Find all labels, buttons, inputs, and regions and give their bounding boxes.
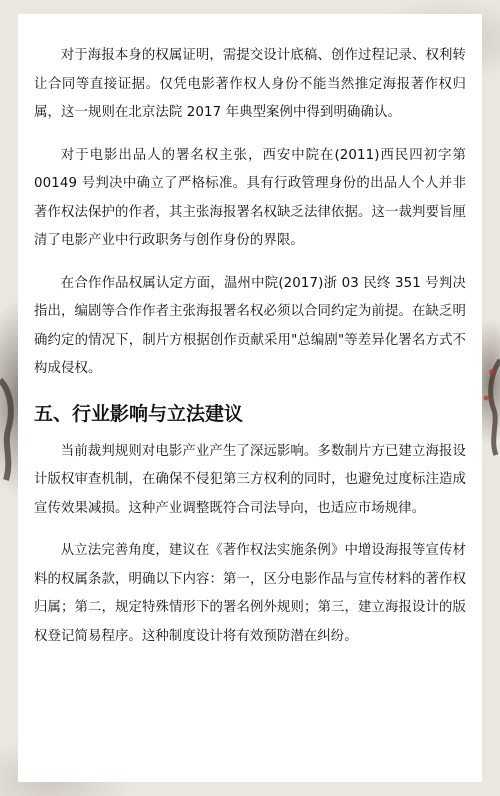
paragraph-industry-impact: 当前裁判规则对电影产业产生了深远影响。多数制片方已建立海报设计版权审查机制，在确保不侵犯第三方权利的同时，也避免过度标注造成宣传效果减损。这种产业调整既符合司法导向，也适应市场规律。 <box>34 443 466 516</box>
paragraph-poster-ownership: 对于海报本身的权属证明，需提交设计底稿、创作过程记录、权利转让合同等直接证据。仅凭电影著作权人身份不能当然推定海报著作权归属，这一规则在北京法院 2017 年典型案例中得到明确确认。 <box>34 48 466 120</box>
paragraph-legislative-suggestions: 从立法完善角度，建议在《著作权法实施条例》中增设海报等宣传材料的权属条款，明确以下内容：第一，区分电影作品与宣传材料的著作权归属；第二，规定特殊情形下的署名例外规则；第三，建立海报设计的版权登记简易程序。这种制度设计将有效预防潜在纠纷。 <box>34 543 466 644</box>
section-heading: 五、行业影响与立法建议 <box>34 402 244 425</box>
paragraph-producer-signature: 对于电影出品人的署名权主张，西安中院在(2011)西民四初字第 00149 号判决中确立了严格标准。具有行政管理身份的出品人个人并非著作权法保护的作者，其主张海报署名权缺乏法律依据。这一裁判要旨厘清了电影产业中行政职务与创作身份的界限。 <box>34 147 466 248</box>
document-page <box>18 14 482 782</box>
paragraph-joint-works: 在合作作品权属认定方面，温州中院(2017)浙 03 民终 351 号判决指出，编剧等合作作者主张海报署名权必须以合同约定为前提。在缺乏明确约定的情况下，制片方根据创作贡献采用"总编剧"等差异化署名方式不构成侵权。 <box>34 275 466 376</box>
